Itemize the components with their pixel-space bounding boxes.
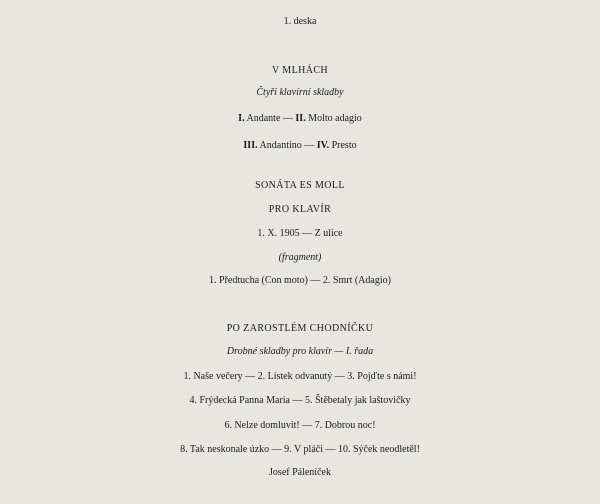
movement-number: IV. [316,140,330,151]
movement-number: I. [238,113,245,124]
movement-title: Andante — [244,113,296,124]
section2-fragment: (fragment) [278,252,322,263]
movement-title: Presto [329,140,357,151]
section2-title-line2: PRO KLAVÍR [268,204,332,215]
performer-name: Josef Páleníček [269,467,331,478]
section2-date: 1. X. 1905 — Z ulice [257,228,343,239]
movement-number: II. [295,113,306,124]
section1-subtitle: Čtyři klavírní skladby [256,87,344,98]
section1-movements-line1 [0,114,600,124]
section1-movements-line2 [0,141,600,151]
movement-number: III. [243,140,258,151]
movement-title: Andantino — [257,140,317,151]
section2-title: SONÁTA ES MOLL [255,180,345,191]
disc-label: 1. deska [283,16,317,27]
section3-items-line3: 6. Nelze domluvit! — 7. Dobrou noc! [224,420,376,431]
section3-title: PO ZAROSTLÉM CHODNÍČKU [226,323,374,334]
section3-items-line1: 1. Naše večery — 2. Lístek odvanutý — 3. Pojďte s námi! [183,371,417,382]
movement-title: Molto adagio [305,113,362,124]
section3-items-line4: 8. Tak neskonale úzko — 9. V pláči — 10. Sýček neodletěl! [180,444,420,455]
section1-title: V MLHÁCH [271,65,329,76]
section3-subtitle: Drobné skladby pro klavír — I. řada [226,346,374,357]
section2-movements: 1. Předtucha (Con moto) — 2. Smrt (Adagio) [209,275,391,286]
section3-items-line2: 4. Frýdecká Panna Maria — 5. Štěbetaly jak laštovičky [189,395,411,406]
